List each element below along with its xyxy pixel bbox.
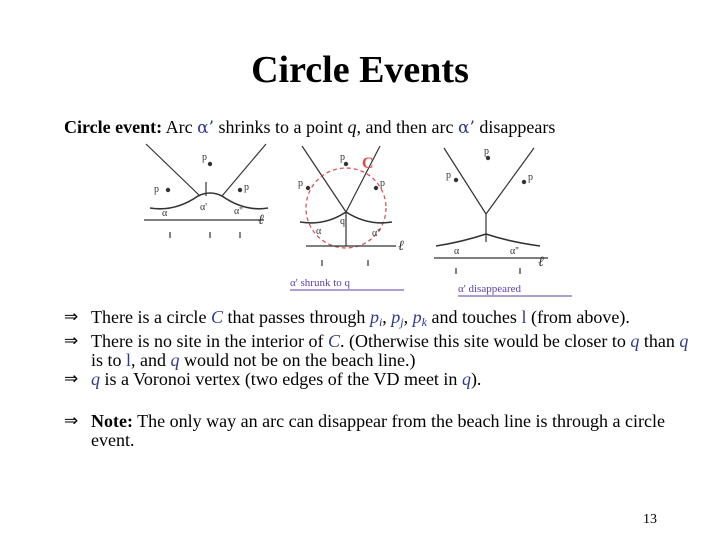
sweep-line-label: ℓ xyxy=(398,239,404,254)
sketch-caption: α' shrunk to q xyxy=(290,277,350,289)
arc-label: α' xyxy=(200,202,208,213)
bullet-text: , xyxy=(403,307,413,327)
bullet-text: is a Voronoi vertex (two edges of the VD meet in xyxy=(100,369,462,389)
subtitle-text: shrinks to a point xyxy=(214,117,348,137)
arc-label: α'' xyxy=(510,246,519,257)
subtitle-text: Arc xyxy=(162,117,198,137)
bullet-item xyxy=(64,332,704,370)
q-label: q xyxy=(340,216,345,227)
bullet-text: The only way an arc can disappear from the beach line is through a circle event. xyxy=(91,411,665,450)
voronoi-edge xyxy=(486,148,534,214)
bullet-text: and touches xyxy=(426,307,522,327)
l-symbol: l xyxy=(521,307,527,327)
bullet-text: ). xyxy=(470,369,482,389)
sketch-caption: α' disappeared xyxy=(458,283,522,295)
figure-disappeared xyxy=(434,148,548,274)
implies-arrow-icon: ⇒ xyxy=(64,331,79,351)
bullet-item xyxy=(64,370,704,389)
sketch-figures-svg xyxy=(140,142,580,302)
bullet-text: , xyxy=(382,307,392,327)
C-symbol: C xyxy=(327,331,340,351)
bullet-text: There is a circle xyxy=(91,307,211,327)
q-symbol: q xyxy=(630,331,640,351)
site-label: p xyxy=(298,178,303,189)
q-symbol: q xyxy=(679,331,689,351)
q-symbol: q xyxy=(170,350,180,370)
bullet-list xyxy=(64,308,704,450)
site-point xyxy=(522,180,525,183)
slide-subtitle xyxy=(64,117,555,138)
site-point xyxy=(166,188,169,191)
site-label: p xyxy=(244,182,249,193)
circle-label: C xyxy=(362,155,374,172)
q-symbol: q xyxy=(461,369,471,389)
bullet-item xyxy=(64,308,704,332)
sweep-line-label: ℓ xyxy=(258,213,264,228)
site-point xyxy=(306,186,309,189)
bullet-text: There is no site in the interior of xyxy=(91,331,328,351)
note-lead: Note: xyxy=(91,411,133,431)
bullet-text: would not be on the beach line.) xyxy=(179,350,416,370)
site-label: p xyxy=(528,172,533,183)
subscript: j xyxy=(400,315,404,329)
alpha-prime-symbol: α’ xyxy=(457,118,475,138)
alpha-prime-symbol: α’ xyxy=(197,118,215,138)
arc-label: α xyxy=(454,246,460,257)
site-point xyxy=(238,188,241,191)
subtitle-text: , and then arc xyxy=(356,117,458,137)
bullet-text: . (Otherwise this site would be closer to xyxy=(339,331,631,351)
site-label: p xyxy=(340,152,345,163)
site-label: p xyxy=(484,146,489,157)
C-symbol: C xyxy=(210,307,223,327)
arc-label: α'' xyxy=(234,206,243,217)
p-symbol: p xyxy=(412,307,422,327)
figure-shrunk xyxy=(300,146,396,266)
site-point xyxy=(374,186,377,189)
p-symbol: p xyxy=(391,307,401,327)
q-symbol: q xyxy=(347,117,357,137)
bullet-text: , and xyxy=(131,350,171,370)
bullet-text: (from above). xyxy=(526,307,630,327)
subscript: k xyxy=(421,315,427,329)
l-symbol: l xyxy=(126,350,132,370)
sketch-figures xyxy=(140,142,580,307)
bullet-text: than xyxy=(639,331,680,351)
beach-line xyxy=(150,193,268,209)
arc-label: α xyxy=(316,226,322,237)
arc-label: α'' xyxy=(372,228,381,239)
bullet-text: that passes through xyxy=(222,307,370,327)
subtitle-text: disappears xyxy=(474,117,556,137)
site-label: p xyxy=(380,178,385,189)
page-number: 13 xyxy=(643,512,657,527)
arc-label: α xyxy=(162,208,168,219)
sweep-line-label: ℓ xyxy=(538,255,544,270)
implies-arrow-icon: ⇒ xyxy=(64,369,79,389)
voronoi-edge xyxy=(444,148,486,214)
beach-line xyxy=(436,234,540,246)
implies-arrow-icon: ⇒ xyxy=(64,307,79,327)
q-symbol: q xyxy=(91,369,100,389)
site-label: p xyxy=(446,170,451,181)
subscript: i xyxy=(378,315,383,329)
site-label: p xyxy=(202,152,207,163)
bullet-item xyxy=(64,412,704,450)
site-point xyxy=(454,178,457,181)
slide-title: Circle Events xyxy=(251,49,469,91)
subtitle-lead: Circle event: xyxy=(64,117,163,137)
p-symbol: p xyxy=(369,307,379,327)
bullet-text: is to xyxy=(91,350,127,370)
implies-arrow-icon: ⇒ xyxy=(64,411,79,431)
site-label: p xyxy=(154,184,159,195)
site-point xyxy=(208,162,211,165)
